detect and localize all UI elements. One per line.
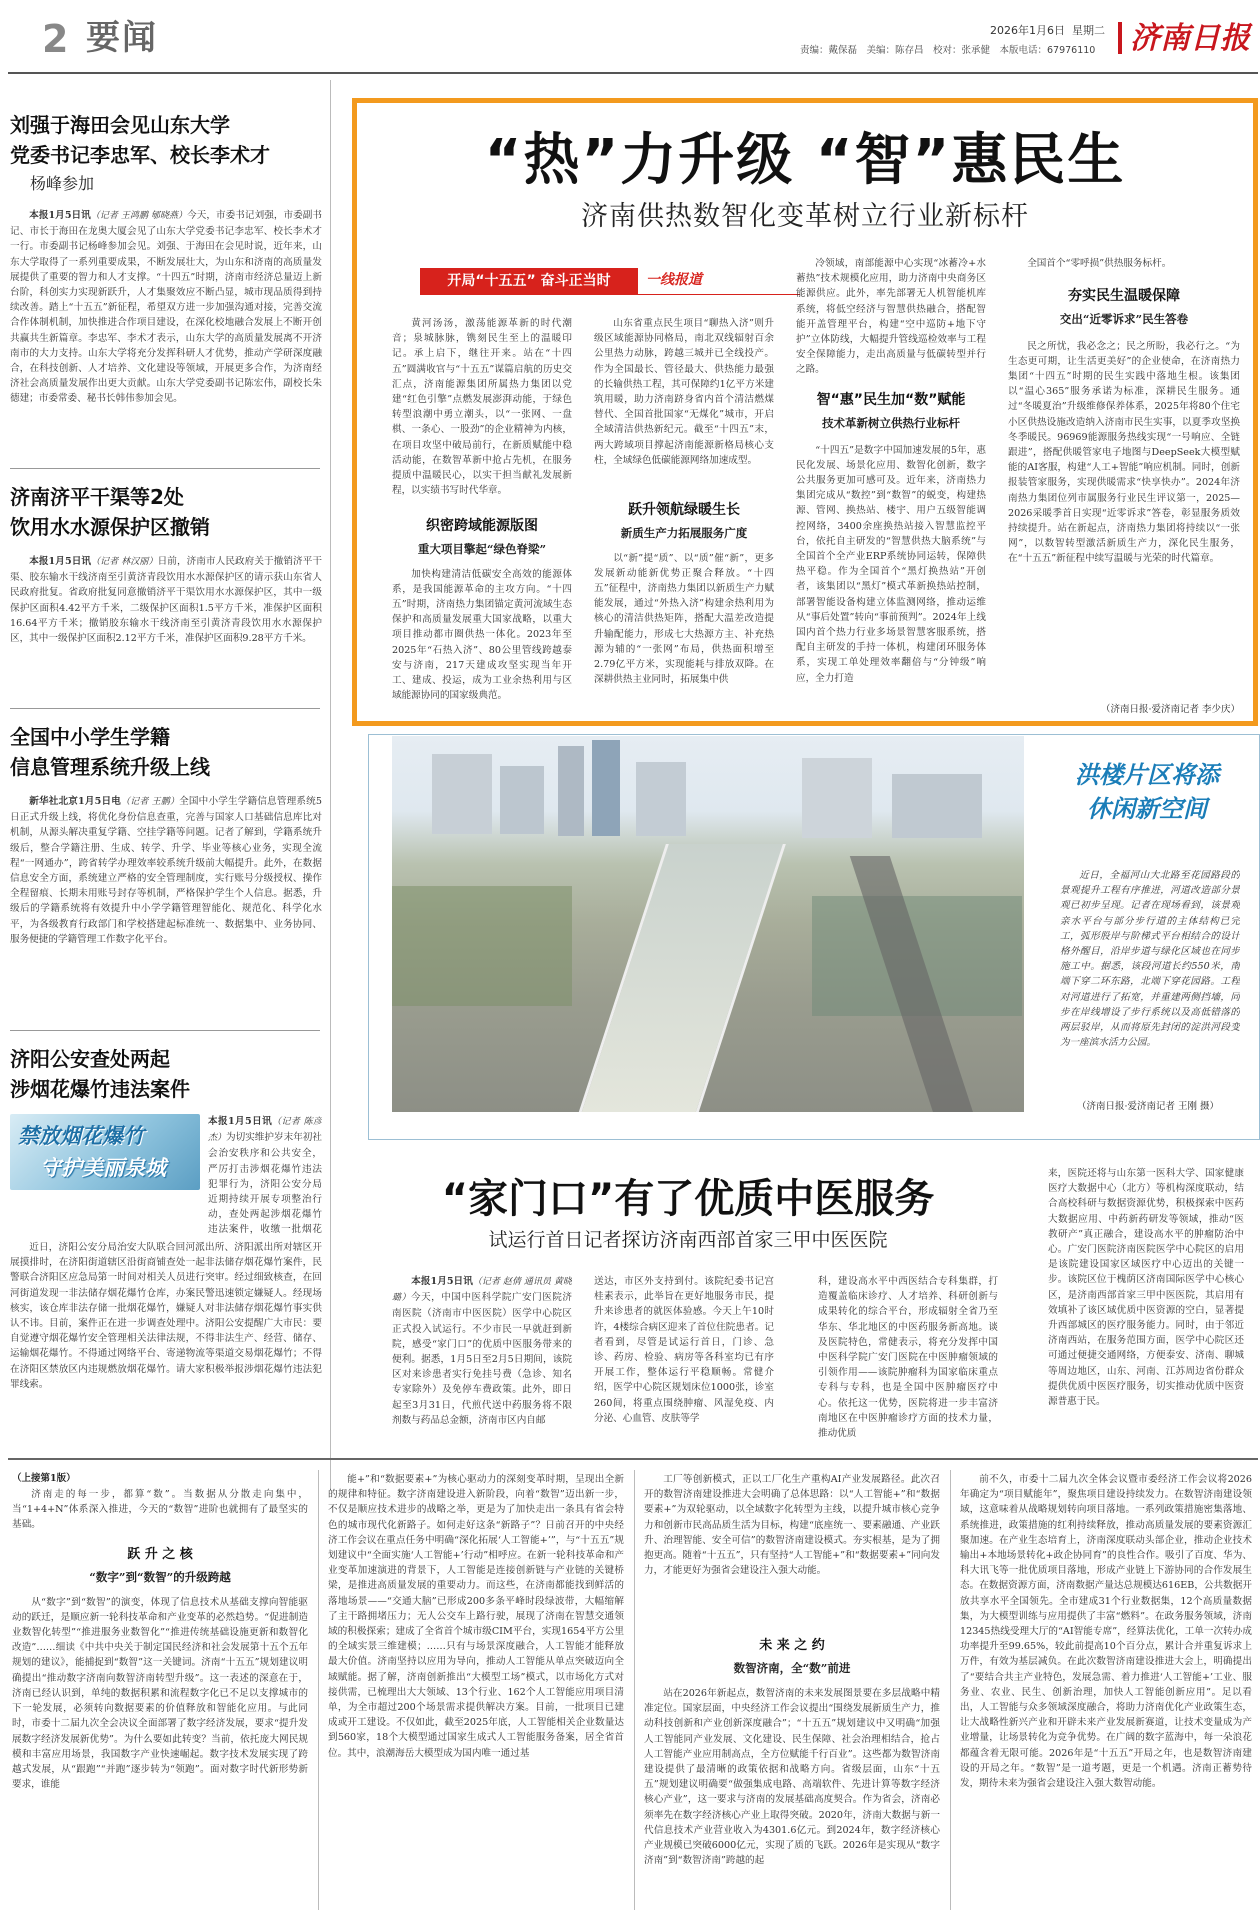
commentary-col-2: 能+”和“数据要素+”为核心驱动力的深刻变革时期，呈现出全新的规律和特征。数字济南建设进入新阶段，向着“数智”迈出新一步，不仅是顺应技术进步的战略之举，更是为了加快走出一条具有省会特色的城市现代化新路子。如何走好这条“新路子”？日前召开的中央经济工作会议在重点任务中明确“深化拓展‘人工智能+’”，与“十五五”规划建议中“全面实施‘人工智能+’行动”相呼应。在新一轮科技革命和产业变革加速演进的背景下，人工智能是连接创新链与产业链的关键桥梁，是推进高质量发展的重要动力。而这些，在济南都能找到鲜活的落地场景——“交通大脑”已形成200多条平峰时段绿波带，大幅缩解了主干路拥堵压力；无人公交车上路行驶，展现了济南在智慧交通领域的积极探索；建成了全省首个城市级CIM平台，实现1654平方公里的全域实景三维建模；……只有与场景深度融合，人工智能才能释放最大价值。济南坚持以应用为导向，推动人工智能从单点突破迈向全域赋能。据了解，济南创新推出“大模型工场”模式，以市场化方式对接供需，已梳理出大大领域、13个行业、162个人工智能应用项目清单，为全市超过200个场景需求提供解决方案。目前，一批项目已建成或开工建设。不仅如此，截至2025年底，人工智能相关企业数量达到560家，18个大模型通过国家生成式人工智能服务备案，居全省首位。其中，浪潮海岳大模型成为国内唯一通过基 xyxy=(328,1474,624,1759)
divider xyxy=(10,1030,320,1031)
headline-line-1: 全国中小学生学籍 xyxy=(10,725,170,749)
divider xyxy=(10,708,320,709)
banner-line-2: 守护美丽泉城 xyxy=(40,1155,166,1180)
column-divider xyxy=(634,1470,635,1910)
paragraph: “十四五”是数字中国加速发展的5年，惠民化发展、场景化应用、数智化创新，数字公共服务更加可感可及。近年来，济南热力集团完成从“数控”到“数智”的蜕变，构建热源、管网、换热站、楼宇、用户五级智能调控网络，3400余座换热站接入智慧监控平台，依托自主研发的“智慧供热大脑系统”与全国首个全产业ERP系统协同运转，保障供热平稳。作为全国首个“黑灯换热站”开创者，该集团以“黑灯”模式革新换热站控制，部署智能设备构建立体监测网络，推动运维从“事后处置”转向“事前预判”。2024年上线国内首个热力行业多场景智慧客服系统，搭配自主研发的手持一体机，构建闭环服务体系，实现工单处理效率翻倍与“分钟级”响应，全力打造 xyxy=(796,444,986,684)
subheading-2: 重大项目擎起“绿色脊梁” xyxy=(417,541,547,556)
subheading: 智“惠”民生加“数”赋能 xyxy=(816,392,966,408)
feature-title: “热”力升级 “智”惠民生 xyxy=(484,128,1126,193)
title-line-2: 休闲新空间 xyxy=(1087,794,1207,823)
subheading-2: 数智济南，全“数”前进 xyxy=(733,1661,851,1676)
headline-line-1: 济阳公安查处两起 xyxy=(10,1047,170,1071)
subheading-2: “数字”到“数智”的升级跨越 xyxy=(89,1569,231,1584)
divider xyxy=(10,468,320,469)
river-park-photo xyxy=(392,736,1024,1112)
feature-subtitle: 济南供热数智化变革树立行业新标杆 xyxy=(581,201,1029,232)
tcm-title: “家门口”有了优质中医服务 xyxy=(441,1176,935,1222)
column-divider xyxy=(318,1470,319,1910)
subheading: 未 来 之 约 xyxy=(759,1638,825,1653)
headline-line-2: 涉烟花爆竹违法案件 xyxy=(10,1077,190,1101)
tcm-col-3: 科，建设高水平中西医结合专科集群，打造覆盖临床诊疗、人才培养、科研创新与成果转化的综合平台，形成辐射全省乃至华东、华北地区的中医药服务新高地。谈及医院特色，常健表示，将充分发挥中国中医科学院广安门医院在中医肿瘤领域的引领作用——该院肿瘤科为国家临床重点专科与专科，也是全国中医肿瘤医疗中心。依托这一优势，医院将进一步丰富济南地区在中医肿瘤诊疗方面的技术力量，推动优质 xyxy=(818,1276,998,1440)
page-divider xyxy=(8,1458,1258,1460)
skyline xyxy=(892,774,982,838)
subheading: 织密跨域能源版图 xyxy=(426,518,538,534)
title-line-1: 洪楼片区将添 xyxy=(1075,760,1219,789)
paragraph: 站在2026年新起点，数智济南的未来发展图景要在多层战略中精准定位。国家层面，中央经济工作会议提出“围绕发展新质生产力，推动科技创新和产业创新深度融合”；“十五五”规划建议中又明确“加强人工智能同产业发展、文化建设、民生保障、社会治理相结合，抢占人工智能产业应用制高点，全方位赋能千行百业”。这些都为数智济南建设提供了最清晰的政策依据和战略方向。省级层面，山东“十五五”规划建议明确要“做强集成电路、高端软件、先进计算等数字经济核心产业”，这一要求与济南的发展基础高度契合。作为省会，济南必须率先在数字经济核心产业上取得突破。2020年，济南大数据与新一代信息技术产业营业收入为4301.6亿元。到2024年，数字经济核心产业规模已突破6000亿元，实现了质的飞跃。2026年是实现从“数字济南”到“数智济南”跨越的起 xyxy=(644,1687,940,1867)
article-body: 新华社北京1月5日电（记者 王鹏）全国中小学生学籍信息管理系统5日正式升级上线，将优化身份信息查重，完善与国家人口基础信息库比对机制，从源头解决重复学籍、空挂学籍等问题。记者了解到，学籍系统升级后，整合学籍注册、生成、转学、升学、毕业等核心业务，实现全流程“一网通办”，跨省转学办理效率较系统升级前大幅提升。此外，在数据信息安全方面，系统建立严格的安全管理制度，实行账号分级授权、操作全程留痕、长期未用账号封存等机制，严格保护学生个人信息。据悉，升级后的学籍系统将有效提升中小学学籍管理智能化、规范化、科学化水平，为各级教育行政部门和学校搭建起标准统一、数据集中、业务协同、服务便捷的学籍管理工作数字化平台。 xyxy=(10,796,322,945)
feature-col-1 xyxy=(392,316,572,719)
commentary-col-4: 前不久，市委十二届九次全体会议暨市委经济工作会议将2026年确定为“项目赋能年”，聚焦项目建设持续发力。在数智济南建设领域，这意味着从战略规划转向项目落地。一系列政策措施密集落地、系统推进，政策措施的红利持续释放，推动高质量发展的要素资源汇聚加速。在产业生态培育上，济南深度联动头部企业，推动企业技术输出+本地场景转化+政企协同育”的良性合作。吸引了百度、华为、科大讯飞等一批优质项目落地，形成产业链上下游协同的合作发展生态。在数据资源方面，济南数据产量达总规模达616EB，公共数据开放共享水平全国领先。全市建成31个行业数据集，12个高质量数据集，为大模型训练与应用提供了丰富“燃料”。在政务服务领域，济南12345热线受理大厅的“AI智能专席”，经算法优化，工单一次转办成功率提升至99.65%，较此前提高10个百分点，累计合并重复诉求上万件，有效为基层减负。在此次数智济南建设推进大会上，明确提出了“要结合共主产业特色，发展急需、着力推进‘人工智能+’工业、服务业、农业、民生、创新治理，加快人工智能创新应用”。足以看出，人工智能与众多领域深度融合，将助力济南优化产业政策生态，让大战略性新兴产业和开辟未来产业发展新赛道，让技术变量成为产业增量，让场景转化为竞争优势。在广阔的数字蓝海中，每一朵浪花都蕴含着无限可能。2026年是“十五五”开局之年，也是数智济南建设的开局之年。“数智”是一道考题，更是一个机遇。济南正蓄势待发，期待未来为强省会建设注入强大数智动能。 xyxy=(960,1474,1252,1790)
article-fireworks xyxy=(10,1044,322,1390)
byline-credit: （济南日报·爱济南记者 李少庆） xyxy=(1100,703,1240,715)
feature-tag-label: 开局“十五五” 奋斗正当时 xyxy=(420,268,638,294)
tcm-col-1: 本报1月5日讯（记者 赵倩 通讯员 黄晓璐）今天，中国中医科学院广安门医院济南医院（济南市中医医院）医学中心院区正式投入试运行。不少市民一早就赶到新院，感受“家门口”的优质中医服务带来的便利。据悉，1月5日至2月5日期间，该院区对来诊患者实行免挂号费（急诊、知名专家除外）及免停车费政策。此外，即日起至3月31日，代煎代送中药服务将不限剂数与药品总金额，济南市区内自邮 xyxy=(392,1276,572,1426)
headline-line-2: 信息管理系统升级上线 xyxy=(10,755,210,779)
subheading: 夯实民生温暖保障 xyxy=(1068,288,1180,304)
issue-date: 2026年1月6日 星期二 xyxy=(990,24,1105,37)
section-title: 要闻 xyxy=(86,18,158,58)
paragraph: 从“数字”到“数智”的演变，体现了信息技术从基础支撑向智能驱动的跃迁，是顺应新一轮科技革命和产业变革的必然趋势。“促进制造业数智化转型”“推进服务业数智化”“推进传统基础设施更新和数智化改造”……细读《中共中央关于制定国民经济和社会发展第十五个五年规划的建议》，能捕捉到“数智”这一关键词。济南“十五五”规划建议明确提出“推动数字济南向数智济南转型升级”。这一表述的深意在于，济南已经认识到，单纯的数据积累和流程数字化已不足以支撑城市的下一轮发展，必须转向数据要素的价值释放和智能化应用。与此同时，市委十二届九次全会决议全面部署了数字经济发展，要求“提升发展数字经济发展新优势”。为什么要如此转变？当前，依托庞大网民规模和丰富应用场景，我国数字产业快速崛起。数字技术发展实现了跨越式发展，从“跟跑”“并跑”逐步转为“领跑”。面对数字时代新形势新要求，谁能 xyxy=(12,1596,308,1791)
subheading: 跃升领航绿暖生长 xyxy=(628,502,740,518)
subheading-2: 新质生产力拓展服务广度 xyxy=(620,525,748,540)
paragraph: 以“新”提“质”、以“质”催“新”，更多发展新动能新优势正聚合释放。“十四五”征程中，济南热力集团以新质生产力赋能发展，通过“外热入济”构建余热利用为核心的清洁供热矩阵，搭配大温差改造提升输配能力，形成七大热源方主、补充热源为辅的“一张网”布局，供热面积增至2.79亿平方米，实现能耗与排放双降。在深耕供热主业同时，拓展集中供 xyxy=(594,552,774,686)
skyline xyxy=(558,746,584,836)
photo-story-title xyxy=(1052,758,1242,826)
masthead xyxy=(0,0,1260,72)
skyline xyxy=(432,754,492,834)
subheading: 跃 升 之 核 xyxy=(127,1546,193,1562)
tcm-col-2: 送达，市区外支持到付。该院纪委书记宫桂素表示，此举旨在更好地服务市民，提升来诊患者的就医体验感。今天上午10时许，4楼综合病区迎来了首位住院患者。记者看到，尽管是试运行首日，门诊、急诊、药房、检验、病房等各科室均已有序开展工作，整体运行平稳顺畅。常健介绍，医学中心院区规划床位1000张，诊室260间，将重点围绕肿瘤、风湿免疫、内分泌、心血管、皮肤等学 xyxy=(594,1276,774,1424)
page-number: 2 xyxy=(42,17,69,61)
photo-credit: （济南日报·爱济南记者 王刚 摄） xyxy=(1076,1101,1220,1112)
article-water-source xyxy=(10,482,322,706)
riverbank-green xyxy=(392,886,572,1006)
skyline xyxy=(500,766,544,834)
paragraph: 加快构建清洁低碳安全高效的能源体系，是我国能源革命的主攻方向。“十四五”时期，济南热力集团锚定黄河流域生态保护和高质量发展重大国家战略，以重大项目推动都市圈供热一体化。2023年至2025年“石热入济”、80公里管线跨越泰安与济南，217天建成攻坚实现当年开工、建成、投运，成为工业余热利用与区域能源协同的国家级典范。 xyxy=(392,568,572,702)
commentary-col-3 xyxy=(644,1472,940,1900)
headline-line-1: 刘强于海田会见山东大学 xyxy=(10,113,230,137)
headline-line-2: 饮用水水源保护区撤销 xyxy=(10,515,210,539)
column-divider xyxy=(330,80,331,1490)
article-body: 本报1月5日讯（记者 林汉丽）日前，济南市人民政府关于撤销济平干渠、胶东输水干线济南至引黄济青段饮用水水源保护区的请示获山东省人民政府批复。省政府批复同意撤销济平干渠饮用水水源保护区，其中一级保护区面积4.42平方千米，二级保护区面积1.5平方千米，准保护区面积16.64平方千米；撤销胶东输水干线济南至引黄济青段饮用水水源保护区，其中一级保护区面积2.12平方千米，准保护区面积9.28平方千米。 xyxy=(10,556,322,645)
skyline xyxy=(636,762,686,836)
paragraph: 全国首个“零呼损”供热服务标杆。 xyxy=(1027,258,1172,269)
headline-line-2: 党委书记李忠军、校长李术才 xyxy=(10,143,270,167)
commentary-col-1 xyxy=(12,1472,308,1879)
paragraph: 山东省重点民生项目“聊热入济”则升级区域能源协同格局，南北双线辐射百余公里热力动脉，跨越三城并已全线投产。作为全国最长、管径最大、供热能力最强的长输供热工程，其可保障约1亿平方米建筑用暖，助力济南跻身省内首个清洁燃煤替代、全国首批国家“无煤化”城市，开启全域清洁供热新纪元。截至“十四五”末，两大跨域项目撑起济南能源新格局核心支柱，全域绿色低碳能源网络加速成型。 xyxy=(594,318,774,466)
paragraph: 黄河汤汤，激荡能源革新的时代潮音；泉城脉脉，镌刻民生至上的温暖印记。承上启下，继往开来。站在“十四五”圆满收官与“十五五”谋篇启航的历史交汇点，济南能源集团所属热力集团以党建“红色引擎”点燃发展澎湃动能，于绿色转型浪潮中勇立潮头，以“一张网、一盘棋、一条心、一股劲”的企业精神为内核，在项目攻坚中破局前行，在新质赋能中稳活动能，在数智革新中抢占先机，在服务提质中温暖民心，以实干担当献礼发展新程，以实绩书写时代华章。 xyxy=(392,318,572,497)
subheading-2: 交出“近零诉求”民生答卷 xyxy=(1059,311,1189,326)
feature-tag-right: 一线报道 xyxy=(646,272,702,288)
paragraph: 工厂等创新模式，正以工厂化生产重构AI产业发展路径。此次召开的数智济南建设推进大会明确了总体思路：以“人工智能+”和“数据要素+”为双轮驱动，以全域数字化转型为主线，以提升城市核心竞争力和创新市民高品质生活为目标，构建“底座统一、要素融通、产业跃升、治理智能、安全可信”的数智济南建设模式。夯实根基，是为了拥抱更高。随着“十五五”，只有坚持“人工智能+”和“数据要素+”同向发力，才能更好为强省会建设注入强大动能。 xyxy=(644,1474,940,1577)
masthead-rule xyxy=(8,72,1258,74)
paragraph: 济南走的每一步，都算“数”。当数据从分散走向集中，当“1+4+N”体系深入推进，今天的“数智”进阶也就拥有了最坚实的基础。 xyxy=(12,1488,308,1531)
article-body: 本报1月5日讯（记者 王鸿鹏 郇晓燕）今天，市委书记刘强，市委副书记、市长于海田在龙奥大厦会见了山东大学党委书记李忠军、校长李术才一行。市委副书记杨峰参加会见。刘强、于海田在会见时说，近年来，山东大学取得了一系列重要成果，不断发展壮大，为山东和济南的高质量发展提供了重要的智力和人才支撑。“十四五”时期，济南市经济总量迈上新台阶，科创实力实现新跃升，人才集聚效应不断凸显，城市现品质得到持续改善。踏上“十五五”新征程，希望双方进一步加强沟通对接，完善交流合作体制机制，加快推进合作项目建设，在深化校地融合发展上不断开创共赢共生新篇章。李忠军、李术才表示，山东大学的高质量发展离不开济南市的大力支持。山东大学将充分发挥科研人才优势，推动产学研深度融合，在科技创新、人才培养、文化建设等领域，开展更多合作，为济南经济社会高质量发展作出更大贡献。山东大学党委副书记陈宏伟，副校长朱德建；市委常委、秘书长韩伟参加会见。 xyxy=(10,210,322,405)
headline-line-1: 济南济平干渠等2处 xyxy=(10,485,184,509)
tcm-subtitle: 试运行首日记者探访济南西部首家三甲中医医院 xyxy=(488,1229,888,1251)
tag-rule xyxy=(420,294,800,295)
feature-col-2 xyxy=(594,316,774,741)
editor-line: 责编：戴保磊 美编：陈存昌 校对：张承健 本版电话：67976110 xyxy=(800,45,1096,56)
paragraph: 冷领域，南部能源中心实现“冰蓄冷+水蓄热”技术规模化应用，助力济南中央商务区能源供应。此外，率先部署无人机智能机库系统，将低空经济与智慧供热融合，搭配智能开盖管理平台，构建“空中巡防+地下守护”立体防线，大幅提升管线巡检效率与工程安全保障能力，走出高质量与低碳转型并行之路。 xyxy=(796,258,986,376)
headline-line-3: 杨峰参加 xyxy=(30,174,95,193)
skyline xyxy=(802,758,872,838)
masthead-red-bar xyxy=(1118,22,1122,54)
article-body: 近日，济阳公安分局治安大队联合回河派出所、济阳派出所对辖区开展摸排时，在济阳街道辖区沿街商铺查处一起非法储存烟花爆竹案件，民警联合济阳区应急局第一时间对相关人员进行突审。经过细致核查，在回河街道发现一非法储存烟花爆竹仓库，办案民警迅速锁定嫌疑人。经现场核实，该仓库非法存储一批烟花爆竹，嫌疑人对非法储存烟花爆竹事实供认不讳。目前，案件正在进一步调查处理中。济阳公安提醒广大市民：要自觉遵守烟花爆竹安全管理相关法律法规，不得非法生产、经营、储存、运输烟花爆竹。不得通过网络平台、寄递物流等渠道交易烟花爆竹；不得在济阳区禁放区内违规燃放烟花爆竹。请大家积极举报涉烟花爆竹违法犯罪线索。 xyxy=(10,1242,322,1390)
column-divider xyxy=(950,1470,951,1910)
continued-tag: （上接第1版） xyxy=(12,1473,76,1484)
article-body-top: 本报1月5日讯（记者 陈彦杰）为切实维护岁末年初社会治安秩序和公共安全，严厉打击涉烟花爆竹违法犯罪行为，济阳公安分局近期持续开展专项整治行动，查处两起涉烟花爆竹违法案件，收缴一批烟花 xyxy=(208,1116,322,1236)
subheading-2: 技术革新树立供热行业标杆 xyxy=(822,415,960,430)
skyline xyxy=(592,740,620,836)
tcm-col-4: 来，医院还将与山东第一医科大学、国家健康医疗大数据中心（北方）等机构深度联动，结合高校科研与数据资源优势，积极探索中医药大数据应用、中药新药研发等领域，推动“医教研产”真正融合，建设高水平的肿瘤防治中心。广安门医院济南医院医学中心院区的启用是该院建设国家区域医疗中心迈出的关键一步。该院区位于槐荫区济南国际医学中心核心区，是济南西部首家三甲中医医院，其启用有效填补了该区域优质中医资源的空白，显著提升西部城区的医疗服务能力。同时，由于邻近济南西站，在服务范围方面，医学中心院区还可通过便捷交通网络，方便泰安、济南、聊城等周边地区，山东、河南、江苏周边省份群众提供优质中医医疗服务，切实推动优质中医资源普惠于民。 xyxy=(1048,1168,1244,1408)
article-student-registry xyxy=(10,722,322,1008)
photo-story-body: 近日，全福河山大北路至花园路段的景观提升工程有序推进，河道改造部分景观已初步呈现。记者在现场看到，该景观亲水平台与部分步行道的主体结构已完工，弧形股岸与阶梯式平台相结合的设计格外醒目，沿岸步道与绿化区域也在同步施工中。据悉，该段河道长约550米，南端下穿二环东路，北端下穿花园路。工程对河道进行了拓宽，并重建两侧挡墙，同步在岸线增设了步行系统以及高低错落的两层驳岸，从而将原先封闭的淀洪河段变为一座滨水活力公园。 xyxy=(1060,870,1240,1049)
feature-col-4 xyxy=(1008,256,1240,717)
paragraph: 民之所忧，我必念之；民之所盼，我必行之。“为生态更可期，让生活更美好”的企业使命，在济南热力集团“十四五”时期的民生实践中落地生根。该集团以“温心365”服务承诺为标准，深耕民生服务。通过“冬暖夏治”升级维修保养体系，2025年将80个住宅小区供热设施改造纳入济南市民生实事，以夏季攻坚换冬季暖民。96969能源服务热线实现“一号响应、全链跟进”，搭配供暖管家电子地图与DeepSeek大模型赋能的AI客服，构建“人工+智能”响应机制。同时，创新报装管家服务，实现供暖需求“快享快办”。2024年济南热力集团位列市属服务行业民生评议第一，2025—2026采暖季首日实现“近零诉求”答卷，彰显服务质效持续提升。站在新起点，济南热力集团将持续以“一张网”，以数智转型激活新质生产力，深化民生服务，在“十五五”新征程中续写温暖与光荣的时代篇章。 xyxy=(1008,340,1240,565)
river-channel xyxy=(578,844,786,1112)
article-university-meeting xyxy=(10,110,322,462)
paper-logo: 济南日报 xyxy=(1130,21,1250,56)
fireworks-banner-image xyxy=(10,1114,200,1190)
banner-line-1: 禁放烟花爆竹 xyxy=(18,1123,144,1148)
feature-tag xyxy=(420,268,720,294)
feature-col-3 xyxy=(796,256,986,731)
